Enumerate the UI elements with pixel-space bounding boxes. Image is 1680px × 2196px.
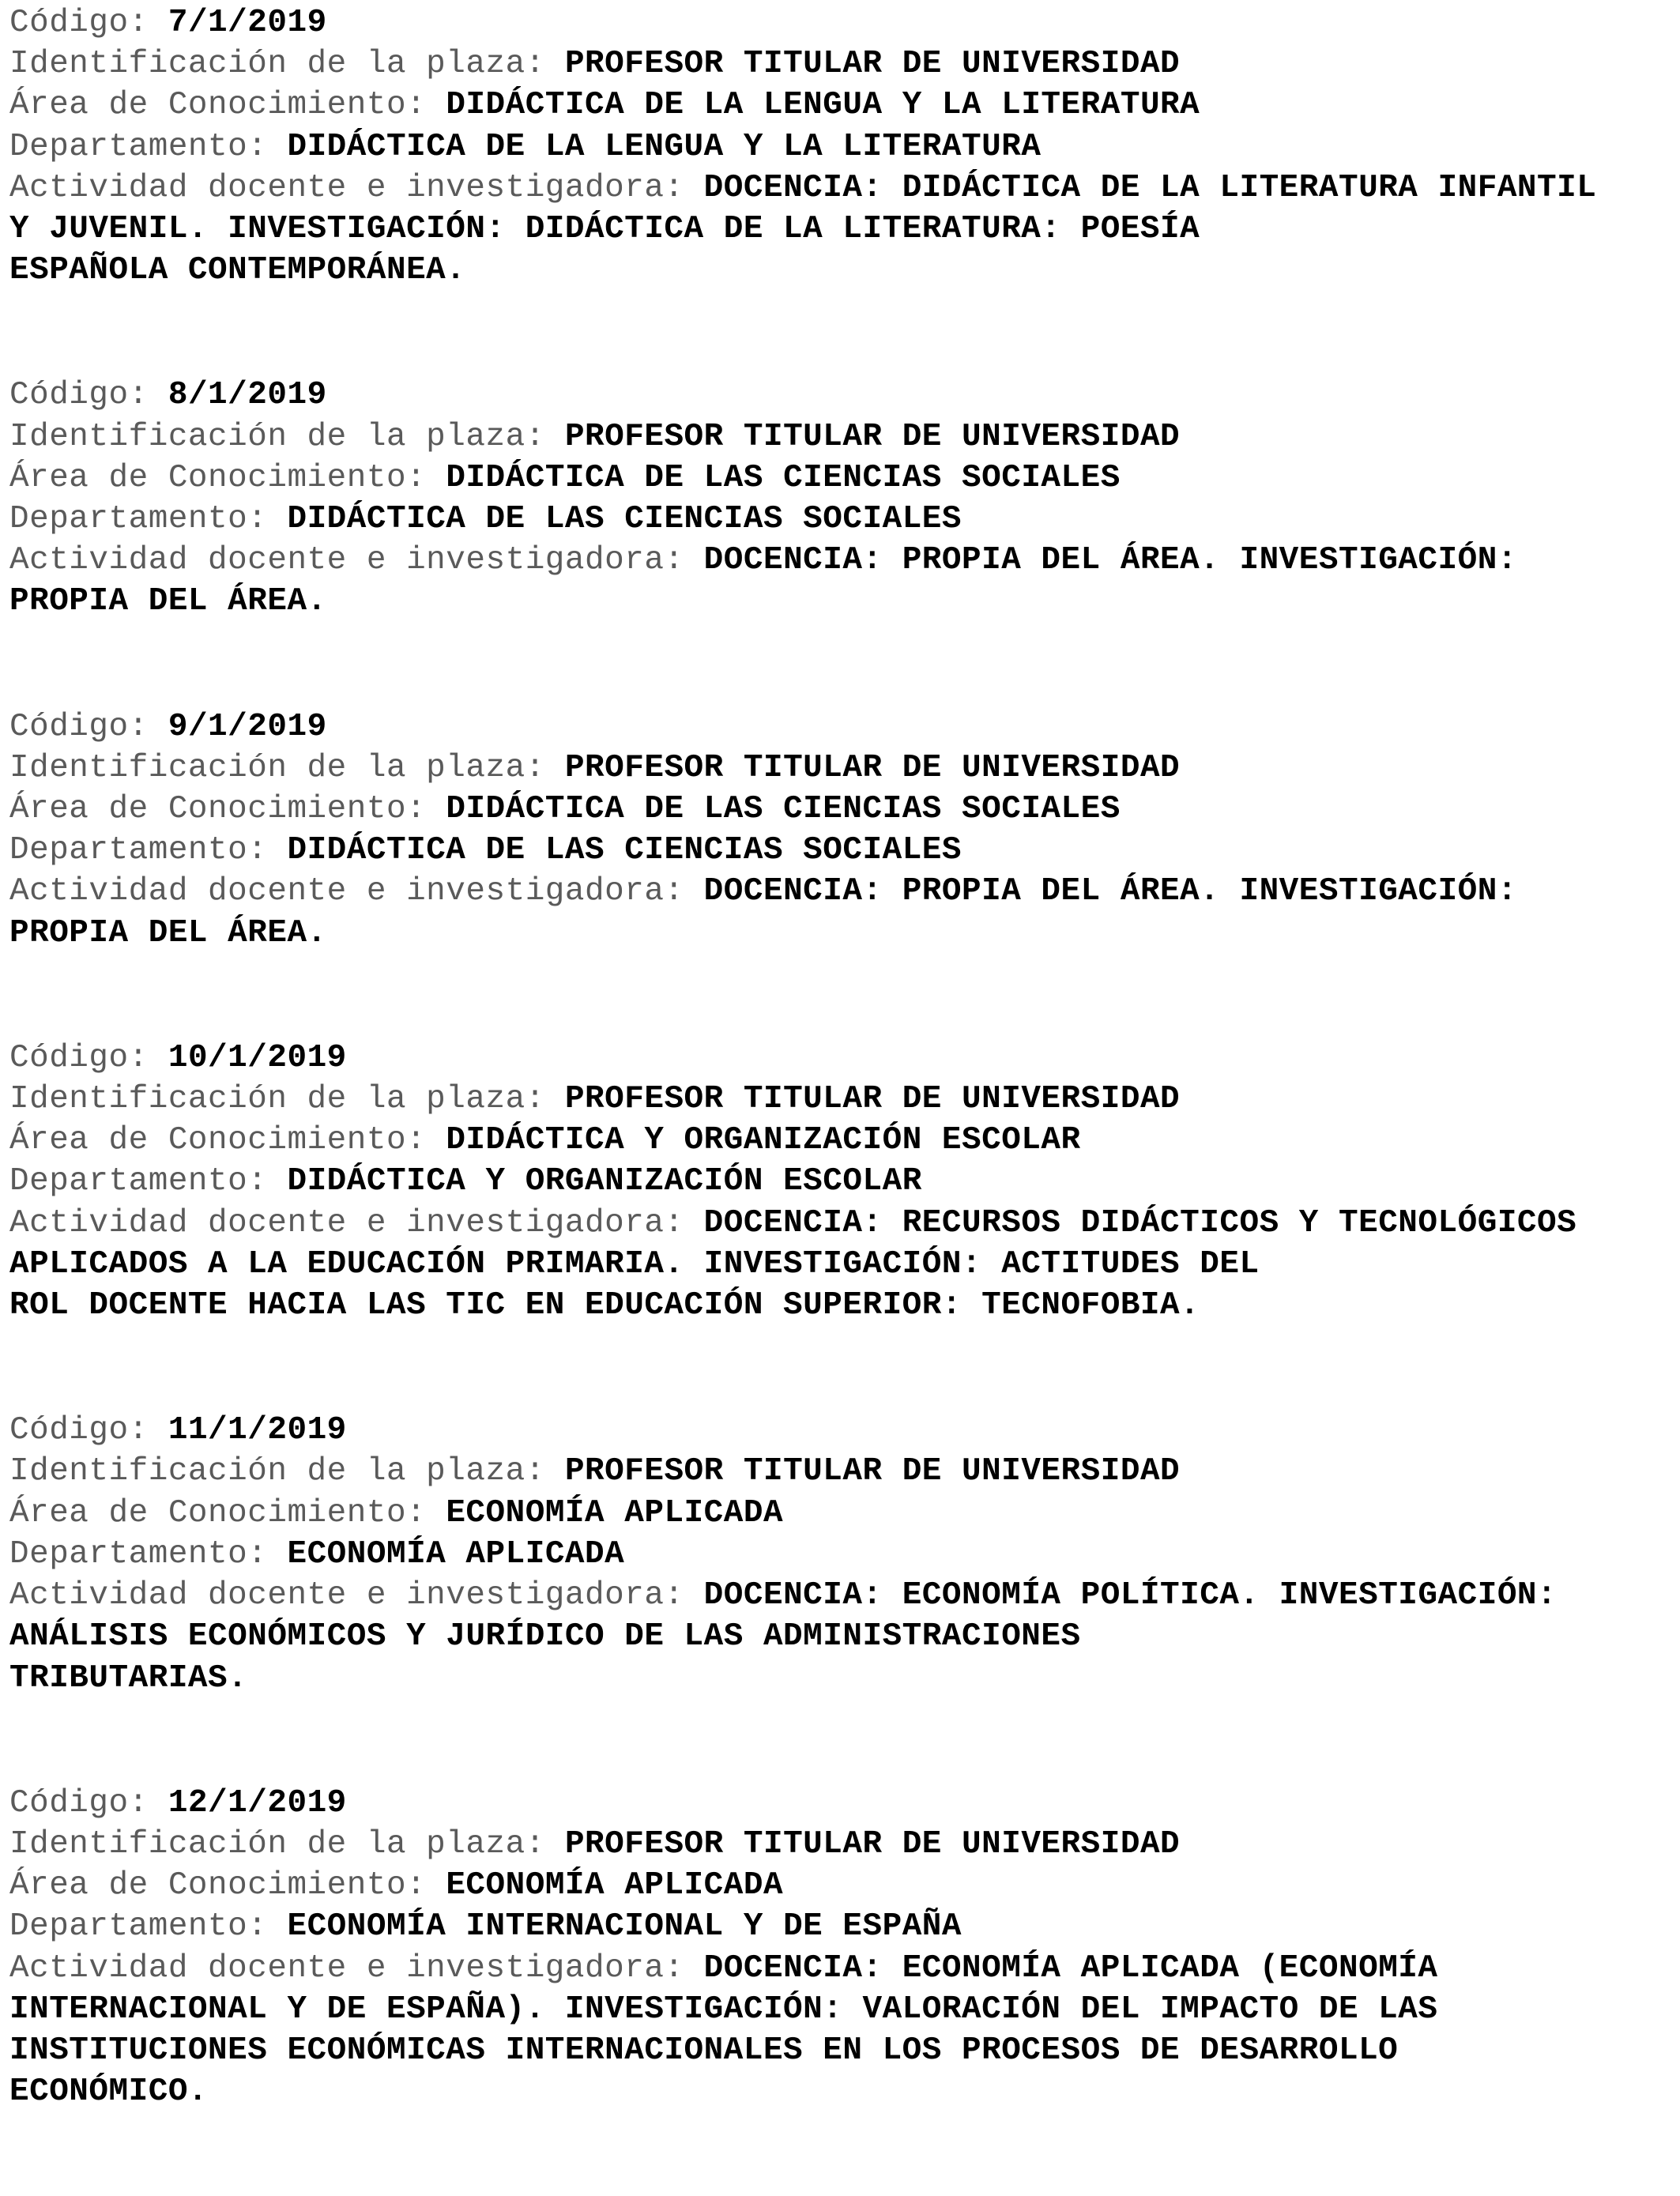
departamento-label: Departamento [9, 1908, 248, 1946]
codigo-value: 11/1/2019 [168, 1412, 347, 1449]
actividad-line: Actividad docente e investigadora: DOCENCIA: RECURSOS DIDÁCTICOS Y TECNOLÓGICOS [9, 1204, 1577, 1241]
actividad-continuation: ANÁLISIS ECONÓMICOS Y JURÍDICO DE LAS ADMINISTRACIONES [9, 1618, 1081, 1655]
position-entry [9, 706, 1675, 954]
actividad-label: Actividad docente e investigadora [9, 169, 665, 206]
departamento-label: Departamento [9, 501, 248, 538]
actividad-label: Actividad docente e investigadora [9, 1949, 665, 1987]
actividad-continuation: INTERNACIONAL Y DE ESPAÑA). INVESTIGACIÓN: VALORACIÓN DEL IMPACTO DE LAS [9, 1991, 1438, 2028]
identificacion-value: PROFESOR TITULAR DE UNIVERSIDAD [564, 1453, 1181, 1490]
actividad-continuation: PROPIA DEL ÁREA. [9, 914, 327, 951]
departamento-line: Departamento: DIDÁCTICA DE LAS CIENCIAS SOCIALES [9, 501, 962, 538]
codigo-value: 7/1/2019 [168, 5, 327, 41]
area-value: ECONOMÍA APLICADA [446, 1494, 784, 1531]
codigo-value: 12/1/2019 [168, 1784, 347, 1821]
area-value: DIDÁCTICA DE LA LENGUA Y LA LITERATURA [446, 87, 1200, 124]
actividad-value: DOCENCIA: RECURSOS DIDÁCTICOS Y TECNOLÓGICOS [703, 1204, 1577, 1241]
actividad-continuation: ROL DOCENTE HACIA LAS TIC EN EDUCACIÓN SUPERIOR: TECNOFOBIA. [9, 1287, 1200, 1324]
area-label: Área de Conocimiento [9, 459, 407, 496]
position-entry [9, 1410, 1675, 1698]
area-line: Área de Conocimiento: DIDÁCTICA DE LAS CIENCIAS SOCIALES [9, 791, 1121, 828]
identificacion-label: Identificación de la plaza [9, 1453, 525, 1490]
area-line: Área de Conocimiento: DIDÁCTICA Y ORGANIZACIÓN ESCOLAR [9, 1122, 1081, 1159]
area-value: ECONOMÍA APLICADA [446, 1867, 784, 1904]
identificacion-label: Identificación de la plaza [9, 418, 525, 455]
area-line: Área de Conocimiento: DIDÁCTICA DE LAS CIENCIAS SOCIALES [9, 459, 1121, 496]
codigo-label: Código [9, 1039, 129, 1076]
actividad-continuation: Y JUVENIL. INVESTIGACIÓN: DIDÁCTICA DE LA LITERATURA: POESÍA [9, 211, 1200, 248]
area-value: DIDÁCTICA DE LAS CIENCIAS SOCIALES [446, 459, 1121, 496]
position-entry [9, 1038, 1675, 1326]
actividad-line: Actividad docente e investigadora: DOCENCIA: ECONOMÍA APLICADA (ECONOMÍA [9, 1949, 1438, 1987]
departamento-value: ECONOMÍA APLICADA [287, 1535, 625, 1573]
identificacion-value: PROFESOR TITULAR DE UNIVERSIDAD [564, 46, 1181, 83]
codigo-label: Código [9, 5, 129, 41]
area-line: Área de Conocimiento: ECONOMÍA APLICADA [9, 1867, 784, 1904]
codigo-line: Código: 9/1/2019 [9, 708, 327, 745]
actividad-continuation: TRIBUTARIAS. [9, 1659, 248, 1697]
departamento-label: Departamento [9, 1535, 248, 1573]
area-label: Área de Conocimiento [9, 1867, 407, 1904]
identificacion-line: Identificación de la plaza: PROFESOR TITULAR DE UNIVERSIDAD [9, 1081, 1181, 1118]
codigo-label: Código [9, 377, 129, 414]
actividad-label: Actividad docente e investigadora [9, 1577, 665, 1614]
actividad-line: Actividad docente e investigadora: DOCENCIA: DIDÁCTICA DE LA LITERATURA INFANTIL [9, 169, 1597, 206]
area-label: Área de Conocimiento [9, 1122, 407, 1159]
actividad-continuation: ECONÓMICO. [9, 2074, 209, 2111]
departamento-value: DIDÁCTICA DE LA LENGUA Y LA LITERATURA [287, 128, 1042, 165]
identificacion-line: Identificación de la plaza: PROFESOR TITULAR DE UNIVERSIDAD [9, 46, 1181, 83]
identificacion-value: PROFESOR TITULAR DE UNIVERSIDAD [564, 749, 1181, 786]
actividad-continuation: PROPIA DEL ÁREA. [9, 583, 327, 620]
identificacion-line: Identificación de la plaza: PROFESOR TITULAR DE UNIVERSIDAD [9, 1825, 1181, 1863]
actividad-continuation: APLICADOS A LA EDUCACIÓN PRIMARIA. INVESTIGACIÓN: ACTITUDES DEL [9, 1245, 1260, 1283]
position-entry [9, 375, 1675, 622]
actividad-value: DOCENCIA: DIDÁCTICA DE LA LITERATURA INFANTIL [703, 169, 1597, 206]
area-value: DIDÁCTICA Y ORGANIZACIÓN ESCOLAR [446, 1122, 1081, 1159]
area-label: Área de Conocimiento [9, 87, 407, 124]
actividad-value: DOCENCIA: PROPIA DEL ÁREA. INVESTIGACIÓN: [703, 542, 1517, 579]
actividad-line: Actividad docente e investigadora: DOCENCIA: PROPIA DEL ÁREA. INVESTIGACIÓN: [9, 873, 1517, 910]
identificacion-label: Identificación de la plaza [9, 1081, 525, 1118]
departamento-line: Departamento: ECONOMÍA INTERNACIONAL Y DE ESPAÑA [9, 1908, 962, 1946]
departamento-label: Departamento [9, 832, 248, 869]
position-entry [9, 2, 1675, 291]
codigo-line: Código: 11/1/2019 [9, 1412, 347, 1449]
identificacion-value: PROFESOR TITULAR DE UNIVERSIDAD [564, 1081, 1181, 1118]
identificacion-line: Identificación de la plaza: PROFESOR TITULAR DE UNIVERSIDAD [9, 418, 1181, 455]
identificacion-value: PROFESOR TITULAR DE UNIVERSIDAD [564, 418, 1181, 455]
departamento-value: DIDÁCTICA DE LAS CIENCIAS SOCIALES [287, 832, 962, 869]
document-page [9, 2, 1675, 2196]
actividad-line: Actividad docente e investigadora: DOCENCIA: ECONOMÍA POLÍTICA. INVESTIGACIÓN: [9, 1577, 1558, 1614]
codigo-line: Código: 10/1/2019 [9, 1039, 347, 1076]
identificacion-label: Identificación de la plaza [9, 46, 525, 83]
departamento-line: Departamento: DIDÁCTICA DE LAS CIENCIAS SOCIALES [9, 832, 962, 869]
identificacion-line: Identificación de la plaza: PROFESOR TITULAR DE UNIVERSIDAD [9, 749, 1181, 786]
identificacion-label: Identificación de la plaza [9, 749, 525, 786]
actividad-line: Actividad docente e investigadora: DOCENCIA: PROPIA DEL ÁREA. INVESTIGACIÓN: [9, 542, 1517, 579]
codigo-line: Código: 8/1/2019 [9, 377, 327, 414]
departamento-value: DIDÁCTICA DE LAS CIENCIAS SOCIALES [287, 501, 962, 538]
actividad-continuation: ESPAÑOLA CONTEMPORÁNEA. [9, 252, 466, 289]
position-entry [9, 1783, 1675, 2113]
actividad-label: Actividad docente e investigadora [9, 1204, 665, 1241]
codigo-line: Código: 7/1/2019 [9, 5, 327, 41]
identificacion-label: Identificación de la plaza [9, 1825, 525, 1863]
departamento-value: DIDÁCTICA Y ORGANIZACIÓN ESCOLAR [287, 1163, 922, 1200]
actividad-label: Actividad docente e investigadora [9, 873, 665, 910]
actividad-continuation: INSTITUCIONES ECONÓMICAS INTERNACIONALES EN LOS PROCESOS DE DESARROLLO [9, 2032, 1399, 2069]
codigo-line: Código: 12/1/2019 [9, 1784, 347, 1821]
identificacion-line: Identificación de la plaza: PROFESOR TITULAR DE UNIVERSIDAD [9, 1453, 1181, 1490]
area-label: Área de Conocimiento [9, 791, 407, 828]
codigo-label: Código [9, 1412, 129, 1449]
departamento-line: Departamento: DIDÁCTICA DE LA LENGUA Y LA LITERATURA [9, 128, 1042, 165]
codigo-label: Código [9, 1784, 129, 1821]
codigo-label: Código [9, 708, 129, 745]
codigo-value: 8/1/2019 [168, 377, 327, 414]
area-line: Área de Conocimiento: DIDÁCTICA DE LA LENGUA Y LA LITERATURA [9, 87, 1200, 124]
departamento-line: Departamento: ECONOMÍA APLICADA [9, 1535, 625, 1573]
departamento-value: ECONOMÍA INTERNACIONAL Y DE ESPAÑA [287, 1908, 962, 1946]
actividad-value: DOCENCIA: PROPIA DEL ÁREA. INVESTIGACIÓN: [703, 873, 1517, 910]
area-value: DIDÁCTICA DE LAS CIENCIAS SOCIALES [446, 791, 1121, 828]
departamento-label: Departamento [9, 128, 248, 165]
departamento-label: Departamento [9, 1163, 248, 1200]
departamento-line: Departamento: DIDÁCTICA Y ORGANIZACIÓN ESCOLAR [9, 1163, 922, 1200]
area-label: Área de Conocimiento [9, 1494, 407, 1531]
actividad-label: Actividad docente e investigadora [9, 542, 665, 579]
codigo-value: 9/1/2019 [168, 708, 327, 745]
identificacion-value: PROFESOR TITULAR DE UNIVERSIDAD [564, 1825, 1181, 1863]
actividad-value: DOCENCIA: ECONOMÍA APLICADA (ECONOMÍA [703, 1949, 1438, 1987]
actividad-value: DOCENCIA: ECONOMÍA POLÍTICA. INVESTIGACIÓN: [703, 1577, 1558, 1614]
area-line: Área de Conocimiento: ECONOMÍA APLICADA [9, 1494, 784, 1531]
codigo-value: 10/1/2019 [168, 1039, 347, 1076]
